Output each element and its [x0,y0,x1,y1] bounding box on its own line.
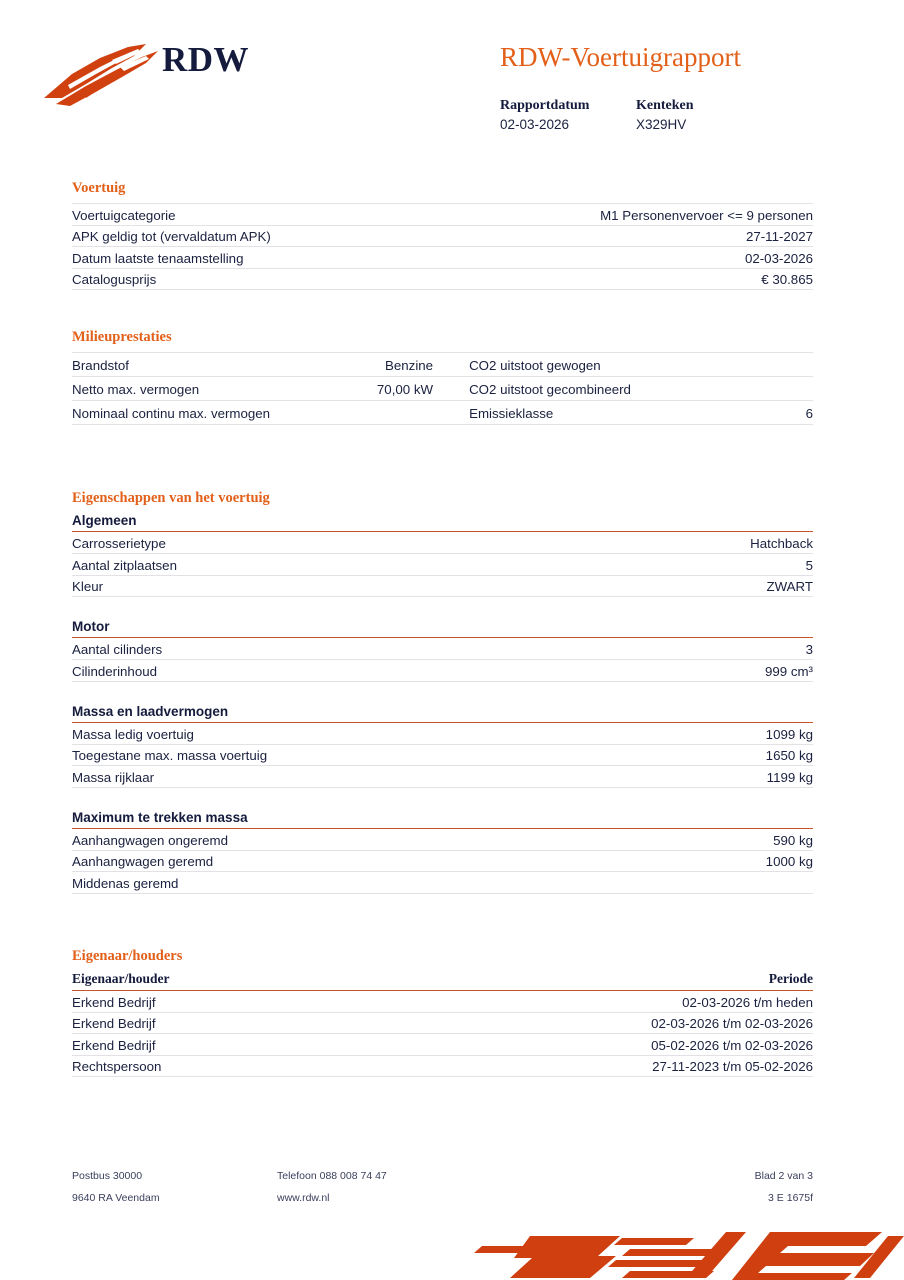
section-eigenschappen [72,490,813,894]
table-row [72,744,813,766]
row-value: 5 [536,554,813,576]
milieuprestaties-table [72,352,813,425]
row-period: 05-02-2026 t/m 02-03-2026 [351,1034,813,1056]
row-holder: Erkend Bedrijf [72,1034,351,1056]
section-title-voertuig: Voertuig [72,180,126,196]
row-label: Datum laatste tenaamstelling [72,247,430,269]
footer-line-2 [72,1192,813,1214]
massa-table [72,723,813,788]
footer-website: www.rdw.nl [277,1192,330,1204]
row-label: Catalogusprijs [72,268,430,290]
row-label-left: Nominaal continu max. vermogen [72,401,270,425]
row-holder: Erkend Bedrijf [72,991,351,1013]
row-value: Hatchback [536,532,813,554]
column-header-holder: Eigenaar/houder [72,971,351,991]
row-label-left: Brandstof [72,353,270,377]
table-row [72,872,813,894]
section-title-milieuprestaties: Milieuprestaties [72,329,172,345]
row-value: 3 [555,638,813,660]
meta-value-rapportdatum: 02-03-2026 [500,117,570,132]
table-row [72,575,813,597]
row-label: Toegestane max. massa voertuig [72,744,668,766]
table-row [72,268,813,290]
algemeen-table [72,532,813,597]
row-label: Carrosserietype [72,532,536,554]
motor-table [72,638,813,682]
rdw-speed-stripes-icon [470,1222,904,1280]
table-row [72,660,813,682]
table-row [72,377,813,401]
table-row [72,554,813,576]
row-period: 02-03-2026 t/m heden [351,991,813,1013]
footer-address-2: 9640 RA Veendam [72,1192,160,1204]
row-value-left [270,401,460,425]
row-holder: Erkend Bedrijf [72,1012,351,1034]
trekken-massa-table [72,829,813,894]
owners-table [72,971,813,1077]
table-row [72,247,813,269]
row-period: 27-11-2023 t/m 05-02-2026 [351,1055,813,1077]
section-voertuig [72,180,813,290]
table-row [72,532,813,554]
row-label-right: CO2 uitstoot gecombineerd [460,377,710,401]
row-value: 1199 kg [668,766,813,788]
table-row [72,1034,813,1056]
table-header-row [72,971,813,991]
row-label: Aantal cilinders [72,638,555,660]
meta-value-kenteken: X329HV [636,117,687,132]
section-title-eigenschappen: Eigenschappen van het voertuig [72,490,270,506]
meta-label-rapportdatum: Rapportdatum [500,98,590,113]
row-value: 1099 kg [668,723,813,745]
row-value: M1 Personenvervoer <= 9 personen [430,204,813,226]
row-value-right [710,353,813,377]
row-value: 02-03-2026 [430,247,813,269]
row-label-right: Emissieklasse [460,401,710,425]
row-period: 02-03-2026 t/m 02-03-2026 [351,1012,813,1034]
subsection-title-trekken: Maximum te trekken massa [72,810,813,829]
row-value-right [710,377,813,401]
document-footer [72,1170,813,1214]
row-value [641,872,813,894]
row-label: Voertuigcategorie [72,204,430,226]
footer-page-number: Blad 2 van 3 [754,1170,813,1182]
row-label: Cilinderinhoud [72,660,555,682]
rdw-feather-logo-icon [42,38,170,110]
table-row [72,991,813,1013]
footer-address-1: Postbus 30000 [72,1170,143,1182]
row-label: Massa rijklaar [72,766,668,788]
row-label: APK geldig tot (vervaldatum APK) [72,225,430,247]
meta-report-date [500,96,636,135]
table-row [72,225,813,247]
row-value: ZWART [536,575,813,597]
footer-line-1 [72,1170,813,1192]
table-row [72,766,813,788]
row-holder: Rechtspersoon [72,1055,351,1077]
row-value: 27-11-2027 [430,225,813,247]
row-value-right: 6 [710,401,813,425]
section-eigenaar-houders [72,948,813,1077]
report-meta [500,96,694,135]
table-row [72,1012,813,1034]
table-row [72,829,813,851]
section-title-eigenaar-houders: Eigenaar/houders [72,948,183,964]
meta-label-kenteken: Kenteken [636,98,694,113]
column-header-period: Periode [351,971,813,991]
table-row [72,204,813,226]
row-value-left: 70,00 kW [270,377,460,401]
document-header [0,0,904,160]
table-row [72,353,813,377]
section-milieuprestaties [72,329,813,425]
row-value: 1650 kg [668,744,813,766]
table-row [72,723,813,745]
footer-contact-1: Telefoon 088 008 74 47 [277,1170,387,1182]
row-value: 590 kg [641,829,813,851]
row-label: Aantal zitplaatsen [72,554,536,576]
row-label: Massa ledig voertuig [72,723,668,745]
footer-form-code: 3 E 1675f [768,1192,813,1204]
table-row [72,401,813,425]
row-label: Kleur [72,575,536,597]
table-row [72,1055,813,1077]
subsection-title-massa: Massa en laadvermogen [72,704,813,723]
rdw-wordmark: RDW [162,40,250,79]
row-value: 1000 kg [641,850,813,872]
row-label: Aanhangwagen ongeremd [72,829,641,851]
row-label: Middenas geremd [72,872,641,894]
row-value: 999 cm³ [555,660,813,682]
row-label-right: CO2 uitstoot gewogen [460,353,710,377]
row-value-left: Benzine [270,353,460,377]
row-label: Aanhangwagen geremd [72,850,641,872]
meta-license-plate [636,96,694,135]
row-label-left: Netto max. vermogen [72,377,270,401]
table-row [72,638,813,660]
voertuig-table [72,203,813,290]
subsection-title-algemeen: Algemeen [72,513,813,532]
row-value: € 30.865 [430,268,813,290]
document-title: RDW-Voertuigrapport [500,42,741,72]
table-row [72,850,813,872]
subsection-title-motor: Motor [72,619,813,638]
